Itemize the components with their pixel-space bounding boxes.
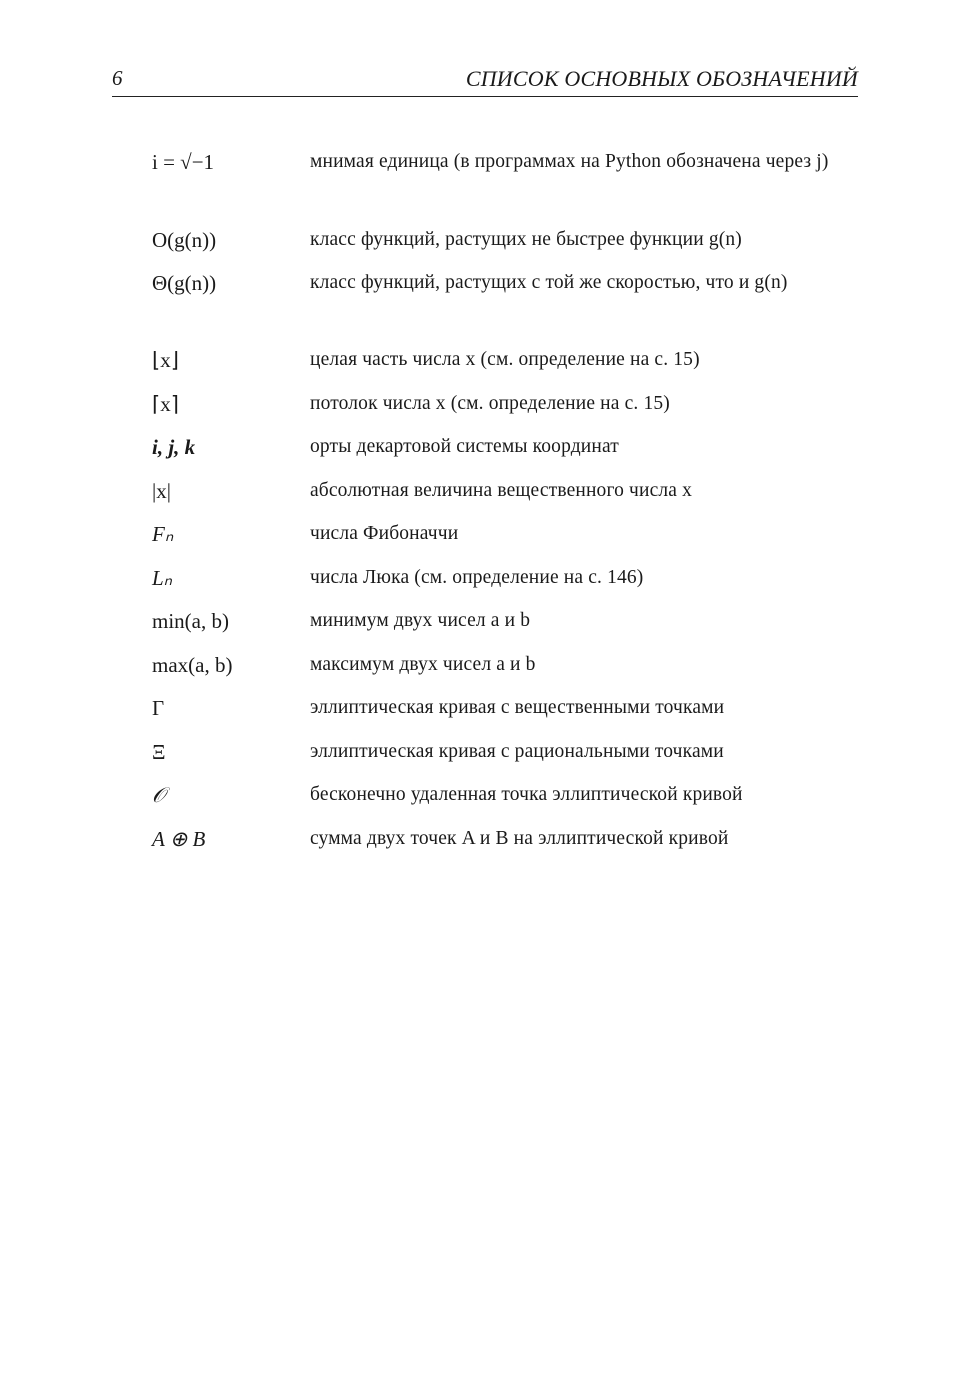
notation-symbol: O(g(n)) xyxy=(152,228,217,252)
page-header xyxy=(112,64,858,97)
notation-symbol: i, j, k xyxy=(152,435,196,459)
notation-description: класс функций, растущих не быстрее функции g(n) xyxy=(310,229,742,250)
notation-description: класс функций, растущих с той же скоростью, что и g(n) xyxy=(310,272,788,293)
notation-description: потолок числа x (см. определение на с. 15) xyxy=(310,393,670,414)
notation-symbol: min(a, b) xyxy=(152,609,229,633)
notation-description: числа Люка (см. определение на с. 146) xyxy=(310,567,644,588)
notation-symbol: Lₙ xyxy=(152,566,173,590)
notation-symbol: ⌈x⌉ xyxy=(152,392,179,416)
notation-symbol: |x| xyxy=(152,479,171,503)
notation-description: целая часть числа x (см. определение на с. 15) xyxy=(310,349,700,370)
notation-symbol: Fₙ xyxy=(152,522,174,546)
notation-symbol: Θ(g(n)) xyxy=(152,271,217,295)
notation-symbol: max(a, b) xyxy=(152,653,233,677)
notation-description: максимум двух чисел a и b xyxy=(310,654,536,675)
notation-symbol: Ξ xyxy=(152,740,166,764)
notation-description: эллиптическая кривая с рациональными точками xyxy=(310,741,724,762)
notation-description: орты декартовой системы координат xyxy=(310,436,619,457)
notation-description: абсолютная величина вещественного числа x xyxy=(310,480,692,501)
notation-description: сумма двух точек A и B на эллиптической кривой xyxy=(310,828,729,849)
running-title: СПИСОК ОСНОВНЫХ ОБОЗНАЧЕНИЙ xyxy=(465,66,858,91)
notation-description: мнимая единица (в программах на Python обозначена через j) xyxy=(310,151,829,172)
notation-symbol: 𝒪 xyxy=(152,783,166,807)
notation-description: минимум двух чисел a и b xyxy=(310,610,531,631)
page-number: 6 xyxy=(112,66,123,90)
notation-symbol: A ⊕ B xyxy=(152,827,206,851)
notation-symbol: ⌊x⌋ xyxy=(152,348,179,372)
notation-description: числа Фибоначчи xyxy=(310,523,459,544)
notation-symbol: Γ xyxy=(152,696,165,720)
notation-symbol: i = √−1 xyxy=(152,150,215,174)
notation-description: бесконечно удаленная точка эллиптической кривой xyxy=(310,784,743,805)
notation-description: эллиптическая кривая с вещественными точками xyxy=(310,697,725,718)
